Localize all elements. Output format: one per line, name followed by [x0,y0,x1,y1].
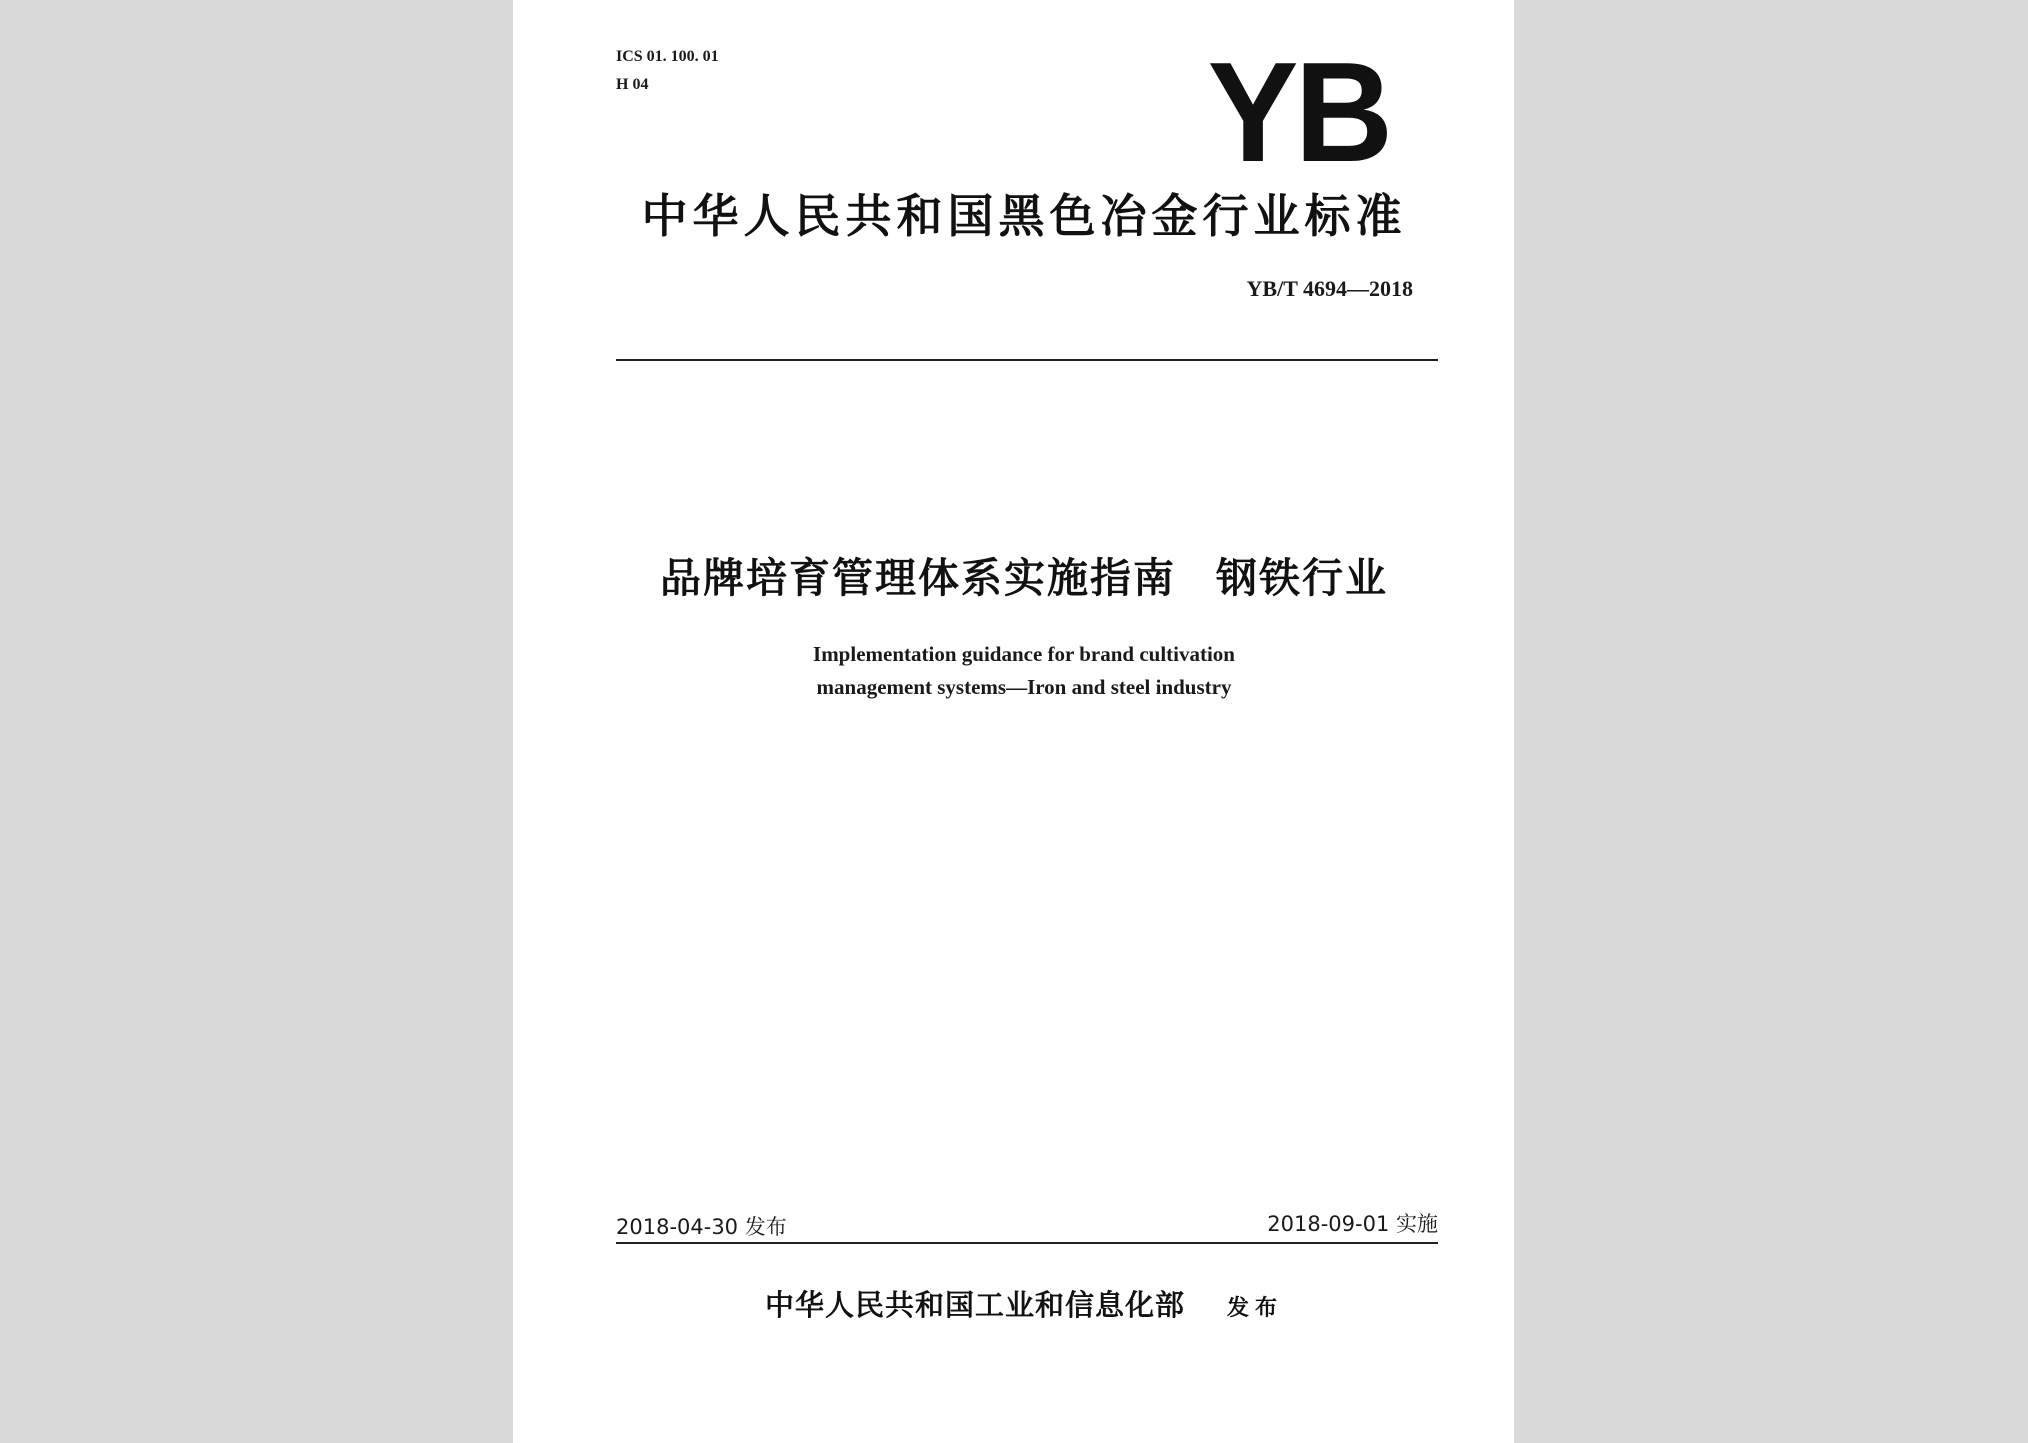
bottom-divider [616,1242,1438,1244]
issuer-name: 中华人民共和国工业和信息化部 [764,1288,1185,1322]
english-title-line-2: management systems—Iron and steel industry [816,675,1232,699]
english-title [611,638,1437,704]
issue-date: 2018-04-30 发布 [616,1215,787,1239]
english-title-line-1: Implementation guidance for brand cultivation [813,642,1235,666]
yb-logo: YB [1207,33,1389,192]
ccs-code: H 04 [616,76,649,93]
standard-number: YB/T 4694—2018 [1246,276,1413,301]
document-page [513,0,1514,1443]
top-divider [616,359,1438,361]
issuing-authority [611,1285,1437,1328]
implementation-date: 2018-09-01 实施 [1267,1212,1438,1236]
publish-label: 发布 [1227,1295,1284,1321]
organization-title: 中华人民共和国黑色冶金行业标准 [641,189,1407,243]
chinese-title-main: 品牌培育管理体系实施指南 [660,554,1176,602]
chinese-title [611,552,1437,604]
chinese-title-industry: 钢铁行业 [1216,554,1388,602]
ics-code: ICS 01. 100. 01 [616,48,719,65]
